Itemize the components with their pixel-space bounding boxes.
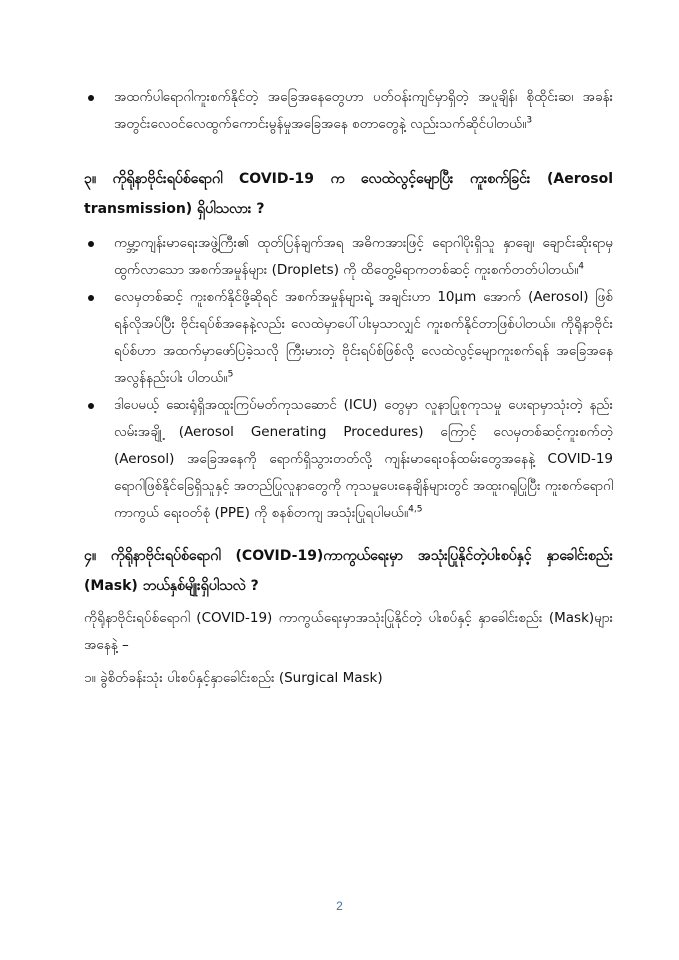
bullet-icon [88,295,94,301]
list-item [84,84,613,138]
section2-bullet-list [84,230,613,527]
list-item [84,392,613,527]
footnote-ref: 3 [526,115,533,126]
bullet-text: ဒါပေမယ့် ဆေးရုံရှိအထူးကြပ်မတ်ကုသဆောင် (ICU) တွေမှာ လူနာပြုစုကုသမှု ပေးရာမှာသုံးတဲ့ နည်းလမ်းအချို့ (Aerosol Generating Procedures) ကြောင့် လေမှတစ်ဆင့်ကူးစက်တဲ့ (Aerosol) အခြေအနေကို ရောက်ရှိသွားတတ်လို့ ကျန်းမာရေးဝန်ထမ်းတွေအနေနဲ့ COVID-19 ရောဂါဖြစ်နိုင်ခြေရှိသူနှင့် အတည်ပြုလူနာတွေကို ကုသမှုပေးနေချိန်များတွင် အထူးဂရုပြုပြီး ကူးစက်ရောဂါကာကွယ် ရေးဝတ်စုံ (PPE) ကို စနစ်တကျ အသုံးပြုရပါမယ်။ [114,397,613,521]
bullet-text: ကမ္ဘာ့ကျန်းမာရေးအဖွဲ့ကြီး၏ ထုတ်ပြန်ချက်အရ အဓိကအားဖြင့် ရောဂါပိုးရှိသူ နှာချေ၊ ချောင်းဆိုးရာမှ ထွက်လာသော အစက်အမှုန်များ (Droplets) ကို ထိတွေ့မိရာကတစ်ဆင့် ကူးစက်တတ်ပါတယ်။ [114,235,613,278]
bullet-text: အထက်ပါရောဂါကူးစက်နိုင်တဲ့ အခြေအနေတွေဟာ ပတ်ဝန်းကျင်မှာရှိတဲ့ အပူချိန်၊ စိုထိုင်းဆ၊ အခန်းအတွင်းလေဝင်လေထွက်ကောင်းမွန်မှုအခြေအနေ စတာတွေနဲ့ လည်းသက်ဆိုင်ပါတယ်။ [114,89,613,132]
section2-heading: ၃။ ကိုရိုနာဗိုင်းရပ်စ်ရောဂါ COVID-19 က လေထဲလွင့်မျောပြီး ကူးစက်ခြင်း (Aerosol transmission) ရှိပါသလား ? [84,171,613,217]
footnote-ref: 5 [227,369,234,380]
bullet-text: လေမှတစ်ဆင့် ကူးစက်နိုင်ဖို့ဆိုရင် အစက်အမှုန်များရဲ့ အချင်းဟာ 10µm အောက် (Aerosol) ဖြစ်ရန်လိုအပ်ပြီး ဗိုင်းရပ်စ်အနေနဲ့လည်း လေထဲမှာပေါ်ပါးမှသာလျှင် ကူးစက်နိုင်တာဖြစ်ပါတယ်။ ကိုရိုနာဗိုင်းရပ်စ်ဟာ အထက်မှာဖော်ပြခဲ့သလို ကြီးမားတဲ့ ဗိုင်းရပ်စ်ဖြစ်လို့ လေထဲလွင့်မျောကူးစက်ရန် အခြေအနေ အလွန်နည်းပါး ပါတယ်။ [114,289,613,386]
list-item [84,230,613,284]
list-item [84,284,613,392]
page-number: 2 [336,899,343,913]
bullet-icon [88,241,94,247]
section3-heading: ၄။ ကိုရိုနာဗိုင်းရပ်စ်ရောဂါ (COVID-19)ကာကွယ်ရေးမှာ အသုံးပြုနိုင်တဲ့ပါးစပ်နှင့် နှာခေါင်းစည်း (Mask) ဘယ်နှစ်မျိုးရှိပါသလဲ ? [84,548,613,594]
footnote-ref: 4,5 [408,504,423,515]
bullet-icon [88,403,94,409]
bullet-icon [88,95,94,101]
section3-item-1: ၁။ ခွဲစိတ်ခန်းသုံး ပါးစပ်နှင့်နှာခေါင်းစည်း (Surgical Mask) [84,670,383,686]
footnote-ref: 4 [578,261,584,272]
section1-bullet-list [84,84,613,138]
page-content [84,84,613,692]
section3-paragraph: ကိုရိုနာဗိုင်းရပ်စ်ရောဂါ (COVID-19) ကာကွယ်ရေးမှာအသုံးပြုနိုင်တဲ့ ပါးစပ်နှင့် နှာခေါင်းစည်း (Mask)များ အနေနဲ့ – [84,610,613,653]
